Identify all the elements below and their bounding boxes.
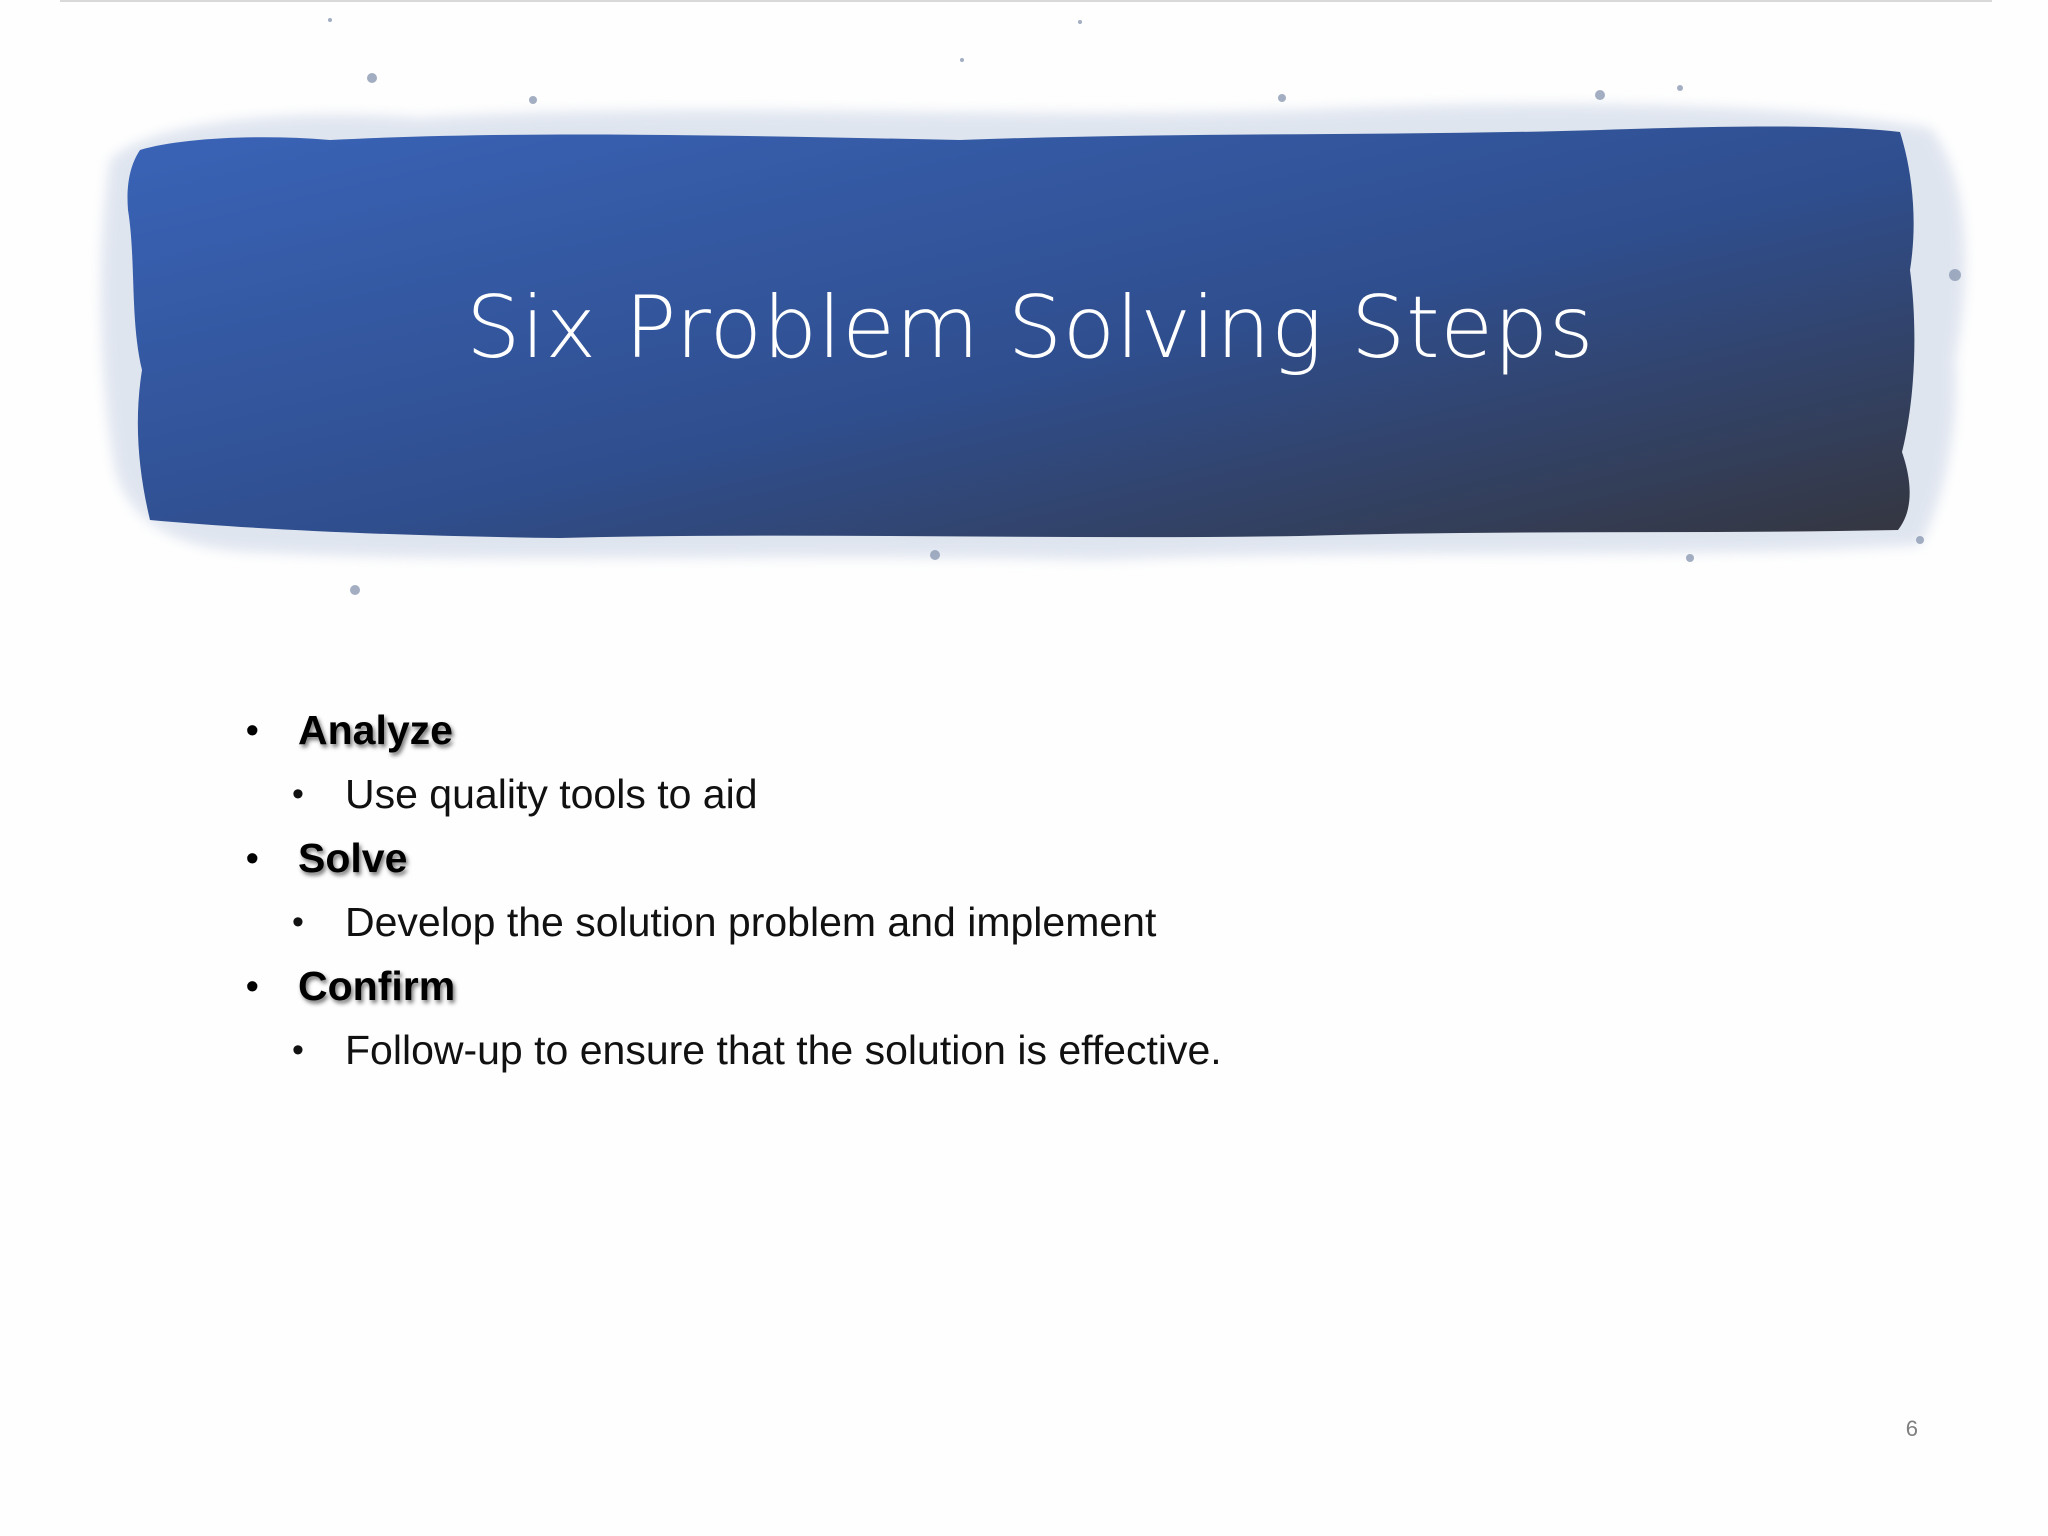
sub-bullet-text: Follow-up to ensure that the solution is effective. [345,1027,1222,1073]
bullet-item-analyze [240,698,1740,762]
bullet-heading: Analyze [298,707,453,753]
sub-bullet-icon: • [292,1031,304,1069]
bullet-icon: • [246,709,259,750]
bullet-icon: • [246,837,259,878]
bullet-item-solve [240,826,1740,890]
bullet-heading: Solve [298,835,408,881]
bullet-heading: Confirm [298,963,456,1009]
sub-bullet-item [240,1018,1740,1082]
sub-bullet-text: Develop the solution problem and implement [345,899,1157,945]
slide-title: Six Problem Solving Steps [465,278,1595,378]
sub-bullet-icon: • [292,903,304,941]
sub-bullet-icon: • [292,775,304,813]
bullet-list [240,698,1740,1082]
sub-bullet-item [240,762,1740,826]
sub-bullet-text: Use quality tools to aid [345,771,758,817]
bullet-item-confirm [240,954,1740,1018]
page-number: 6 [1905,1416,1918,1441]
sub-bullet-item [240,890,1740,954]
bullet-icon: • [246,965,259,1006]
